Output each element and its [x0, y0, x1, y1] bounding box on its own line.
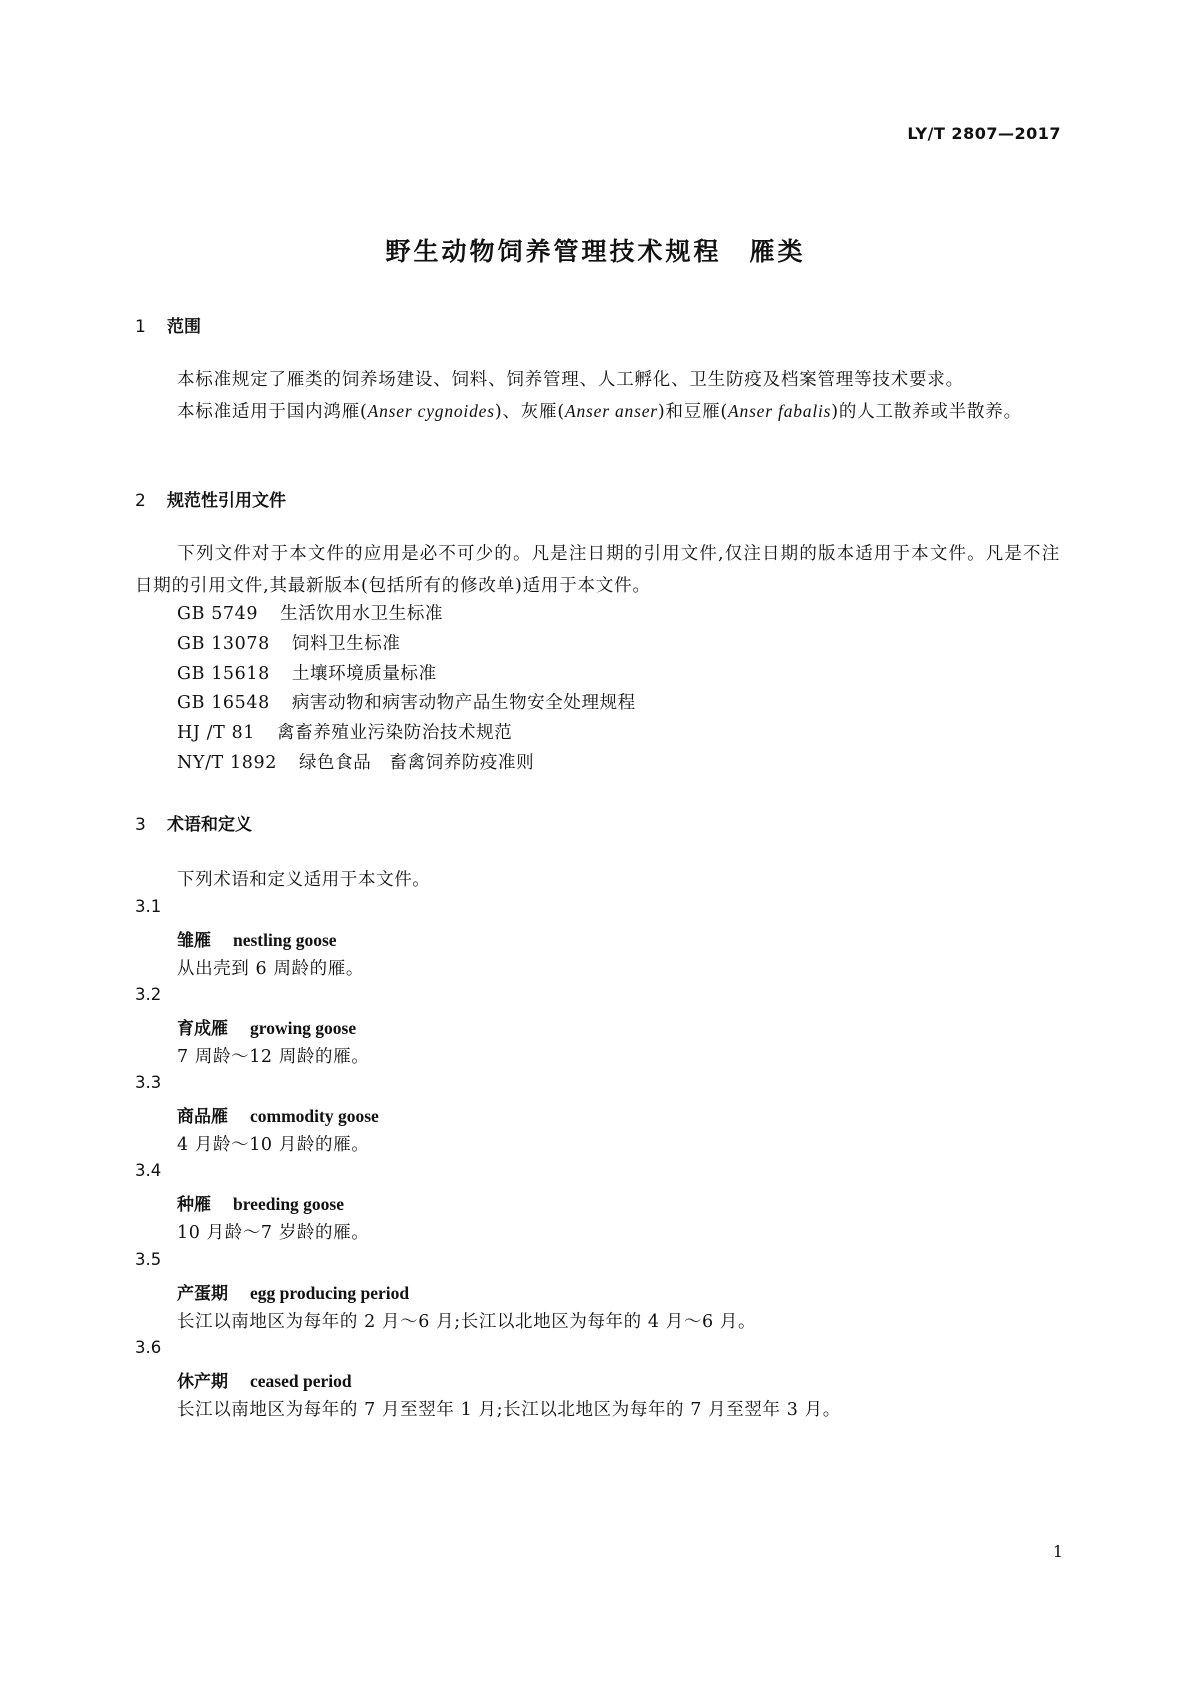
section-title: 规范性引用文件	[167, 491, 286, 511]
term-number: 3.6	[135, 1338, 162, 1357]
paragraph-text: 本标准适用于国内鸿雁(	[177, 402, 368, 422]
paragraph-text: )的人工散养或半散养。	[831, 402, 1022, 422]
paragraph-text: 本标准规定了雁类的饲养场建设、饲料、饲养管理、人工孵化、卫生防疫及档案管理等技术要求。	[177, 370, 964, 390]
title-sub: 雁类	[749, 237, 806, 266]
reference-code: GB 16548	[177, 693, 270, 713]
scope-paragraph-2	[135, 395, 1060, 428]
reference-name: 病害动物和病害动物产品生物安全处理规程	[291, 693, 636, 713]
term-name-zh: 产蛋期	[177, 1284, 228, 1304]
term-number: 3.2	[135, 985, 162, 1004]
term-name-en: breeding goose	[233, 1194, 344, 1214]
section-title: 术语和定义	[167, 815, 252, 835]
term-name-en: nestling goose	[233, 930, 337, 950]
reference-name: 土壤环境质量标准	[291, 664, 437, 684]
term-number: 3.5	[135, 1250, 162, 1269]
reference-item	[177, 630, 400, 655]
references-intro	[135, 538, 1060, 602]
reference-item	[177, 719, 512, 744]
term-definition: 从出壳到 6 周龄的雁。	[177, 959, 364, 979]
section-1-heading	[135, 312, 201, 337]
term-name	[177, 926, 337, 951]
reference-item	[177, 749, 534, 774]
species-name: Anser fabalis	[728, 401, 832, 421]
section-title: 范围	[167, 317, 201, 337]
term-name-en: egg producing period	[250, 1283, 410, 1303]
term-name-zh: 休产期	[177, 1372, 228, 1392]
reference-item	[177, 600, 443, 625]
term-name-zh: 育成雁	[177, 1019, 228, 1039]
paragraph-text: 下列文件对于本文件的应用是必不可少的。凡是注日期的引用文件,仅注日期的版本适用于本文件。凡是不注日期的引用文件,其最新版本(包括所有的修改单)适用于本文件。	[135, 544, 1060, 596]
term-number: 3.3	[135, 1073, 162, 1092]
term-definition: 长江以南地区为每年的 7 月至翌年 1 月;长江以北地区为每年的 7 月至翌年 3 月。	[177, 1400, 841, 1420]
reference-code: GB 5749	[177, 604, 259, 624]
section-number: 2	[135, 491, 146, 511]
term-name	[177, 1279, 409, 1304]
reference-code: NY/T 1892	[177, 753, 277, 773]
scope-paragraph-1	[135, 364, 1060, 396]
term-definition: 10 月龄～7 岁龄的雁。	[177, 1223, 370, 1243]
term-definition: 长江以南地区为每年的 2 月～6 月;长江以北地区为每年的 4 月～6 月。	[177, 1312, 757, 1332]
term-name-zh: 种雁	[177, 1195, 211, 1215]
term-name-en: growing goose	[250, 1018, 357, 1038]
document-title	[0, 232, 1191, 268]
page-number: 1	[1052, 1542, 1063, 1561]
term-number: 3.1	[135, 897, 162, 916]
reference-name: 绿色食品 畜禽饲养防疫准则	[298, 753, 535, 773]
paragraph-text: )和豆雁(	[657, 402, 729, 422]
standard-number: LY/T 2807—2017	[907, 124, 1061, 143]
term-name	[177, 1102, 379, 1127]
species-name: Anser cygnoides	[367, 401, 495, 421]
terms-intro: 下列术语和定义适用于本文件。	[177, 870, 431, 890]
term-number: 3.4	[135, 1161, 162, 1180]
title-main: 野生动物饲养管理技术规程	[385, 237, 722, 266]
term-definition: 4 月龄～10 月龄的雁。	[177, 1135, 370, 1155]
section-number: 3	[135, 815, 146, 835]
reference-name: 饲料卫生标准	[291, 634, 401, 654]
term-definition: 7 周龄～12 周龄的雁。	[177, 1047, 370, 1067]
term-name-zh: 商品雁	[177, 1107, 228, 1127]
paragraph-text: )、灰雁(	[494, 402, 565, 422]
reference-item	[177, 689, 636, 714]
term-name	[177, 1367, 352, 1392]
term-name-en: commodity goose	[250, 1106, 379, 1126]
reference-code: GB 15618	[177, 664, 270, 684]
term-name-en: ceased period	[250, 1371, 352, 1391]
reference-name: 生活饮用水卫生标准	[280, 604, 444, 624]
reference-name: 禽畜养殖业污染防治技术规范	[277, 723, 513, 743]
reference-item	[177, 660, 437, 685]
section-3-heading	[135, 810, 252, 835]
section-2-heading	[135, 486, 286, 511]
reference-code: GB 13078	[177, 634, 270, 654]
reference-code: HJ /T 81	[177, 723, 256, 743]
section-number: 1	[135, 317, 146, 337]
term-name	[177, 1190, 344, 1215]
term-name-zh: 雏雁	[177, 931, 211, 951]
term-name	[177, 1014, 356, 1039]
species-name: Anser anser	[564, 401, 658, 421]
